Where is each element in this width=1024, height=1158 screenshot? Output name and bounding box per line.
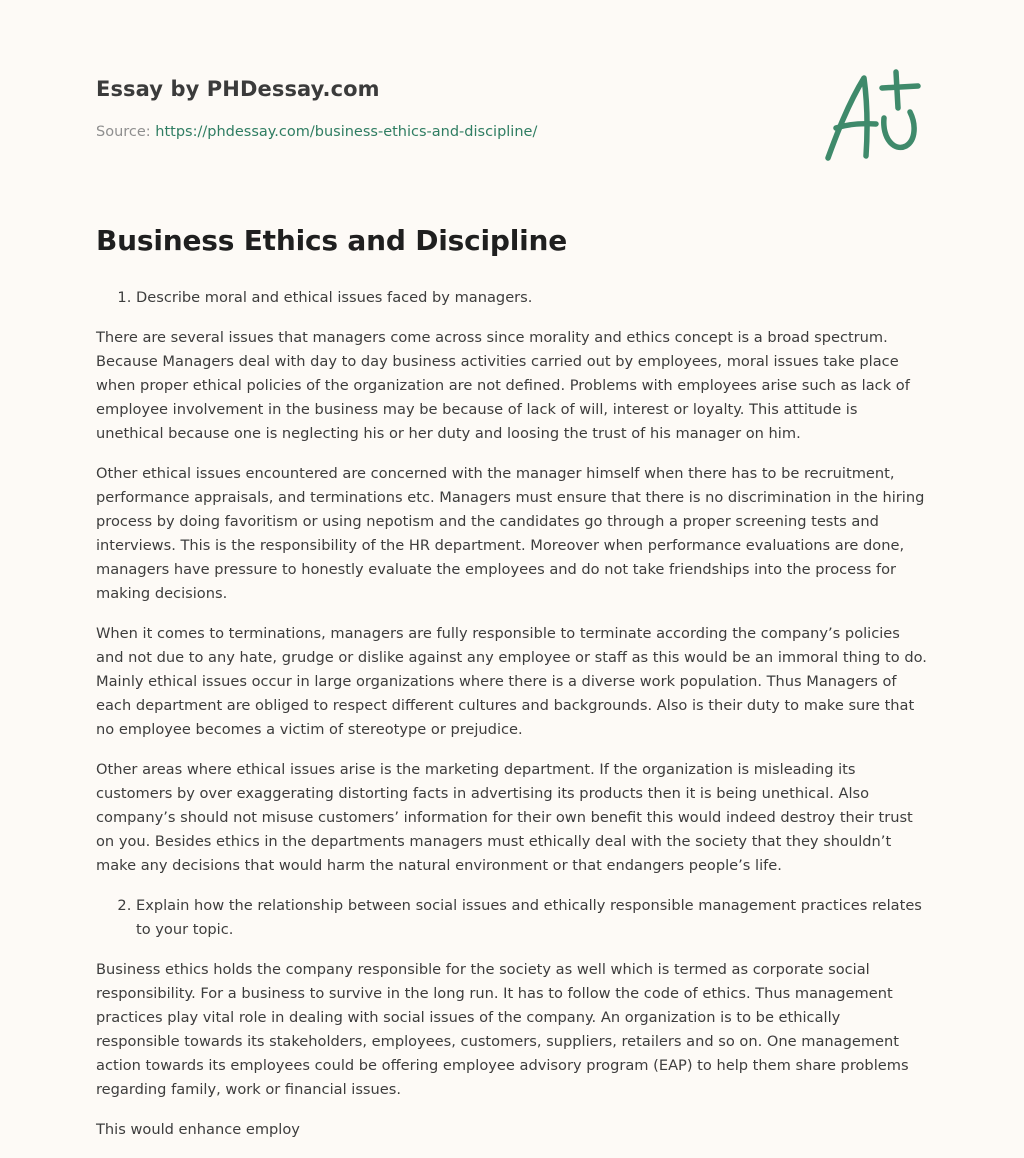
source-label: Source: <box>96 124 156 140</box>
paragraph: When it comes to terminations, managers are fully responsible to terminate according the company’s policies and not due to any hate, grudge or dislike against any employee or staff as this would be an immoral thing to do. Mainly ethical issues occur in large organizations where there is a diverse work population. Thus Managers of each department are obliged to respect different cultures and backgrounds. Also is their duty to make sure that no employee becomes a victim of stereotype or prejudice. <box>96 625 927 738</box>
site-title: Essay by PHDessay.com <box>96 77 380 101</box>
source-link[interactable]: https://phdessay.com/business-ethics-and-discipline/ <box>155 124 538 140</box>
essay-title: Business Ethics and Discipline <box>96 224 568 257</box>
source-line <box>96 124 537 140</box>
a-plus-grade-icon <box>822 66 926 166</box>
paragraph-truncated: This would enhance employ <box>96 1121 300 1138</box>
paragraph: Business ethics holds the company responsible for the society as well which is termed as corporate social responsibility. For a business to survive in the long run. It has to follow the code of ethics. Thus management practices play vital role in dealing with social issues of the company. An organization is to be ethically responsible towards its stakeholders, employees, customers, suppliers, retailers and so on. One management action towards its employees could be offering employee advisory program (EAP) to help them share problems regarding family, work or financial issues. <box>96 961 909 1098</box>
essay-body <box>96 286 928 1158</box>
paragraph: Other ethical issues encountered are concerned with the manager himself when there has to be recruitment, performance appraisals, and terminations etc. Managers must ensure that there is no discrimination in the hiring process by doing favoritism or using nepotism and the candidates go through a proper screening tests and interviews. This is the responsibility of the HR department. Moreover when performance evaluations are done, managers have pressure to honestly evaluate the employees and do not take friendships into the process for making decisions. <box>96 465 925 602</box>
question-1: 1. Describe moral and ethical issues faced by managers. <box>136 286 928 310</box>
site-header <box>96 0 928 200</box>
question-list-2 <box>96 894 928 942</box>
essay-page <box>96 0 928 1138</box>
question-2: 2. Explain how the relationship between social issues and ethically responsible management practices relates to your topic. <box>136 894 928 942</box>
question-list-1 <box>96 286 928 310</box>
paragraph: Other areas where ethical issues arise is the marketing department. If the organization is misleading its customers by over exaggerating distorting facts in advertising its products then it is being unethical. Also company’s should not misuse customers’ information for their own benefit this would indeed destroy their trust on you. Besides ethics in the departments managers must ethically deal with the society that they shouldn’t make any decisions that would harm the natural environment or that endangers people’s life. <box>96 761 913 874</box>
paragraph: There are several issues that managers come across since morality and ethics concept is a broad spectrum. Because Managers deal with day to day business activities carried out by employees, moral issues take place when proper ethical policies of the organization are not defined. Problems with employees arise such as lack of employee involvement in the business may be because of lack of will, interest or loyalty. This attitude is unethical because one is neglecting his or her duty and loosing the trust of his manager on him. <box>96 329 910 442</box>
